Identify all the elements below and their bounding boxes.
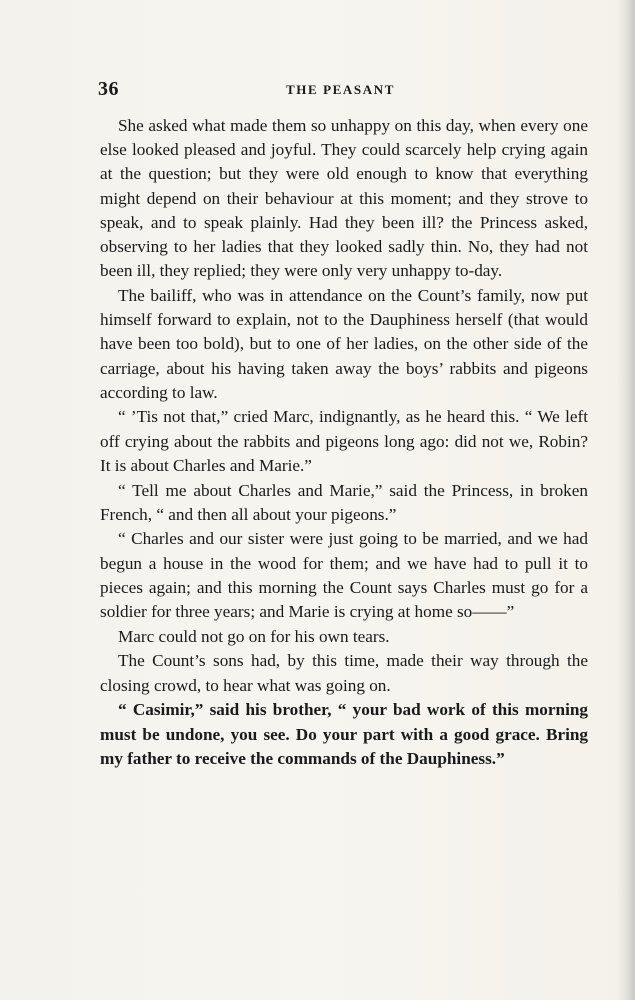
paragraph: “ Charles and our sister were just going to be married, and we had begun a house in the wood for them; and we have had to pull it to pieces again; and this morning the Count says Charles must go for a soldier for three years; and Marie is crying at home so——” <box>100 529 588 622</box>
paragraph: Marc could not go on for his own tears. <box>118 626 390 646</box>
paragraph: She asked what made them so unhappy on this day, when every one else looked pleased and joyful. They could scarcely help crying again at the question; but they were old enough to know that everything might depend on their behaviour at this moment; and they strove to speak, and to speak plainly. Had they been ill? the Princess asked, observing to her ladies that they looked sadly thin. No, they had not been ill, they replied; they were only very unhappy to-day. <box>100 116 588 281</box>
page-edge-shadow <box>617 0 635 1000</box>
page-number: 36 <box>98 78 119 100</box>
paragraph: “ Casimir,” said his brother, “ your bad work of this morning must be undone, you see. Do your part with a good grace. Bring my father to receive the commands of the Dauphiness.” <box>100 700 588 768</box>
paragraph: The bailiff, who was in attendance on the Count’s family, now put himself forward to explain, not to the Dauphiness herself (that would have been too bold), but to one of her ladies, on the other side of the carriage, about his having taken away the boys’ rabbits and pigeons according to law. <box>100 285 588 402</box>
paragraph: “ Tell me about Charles and Marie,” said the Princess, in broken French, “ and then all about your pigeons.” <box>100 480 588 524</box>
running-head: THE PEASANT <box>286 82 395 97</box>
body-text <box>100 114 588 771</box>
paragraph: “ ’Tis not that,” cried Marc, indignantly, as he heard this. “ We left off crying about the rabbits and pigeons long ago: did not we, Robin? It is about Charles and Marie.” <box>100 407 588 475</box>
page-header <box>98 78 583 102</box>
paragraph: The Count’s sons had, by this time, made their way through the closing crowd, to hear what was going on. <box>100 651 588 695</box>
